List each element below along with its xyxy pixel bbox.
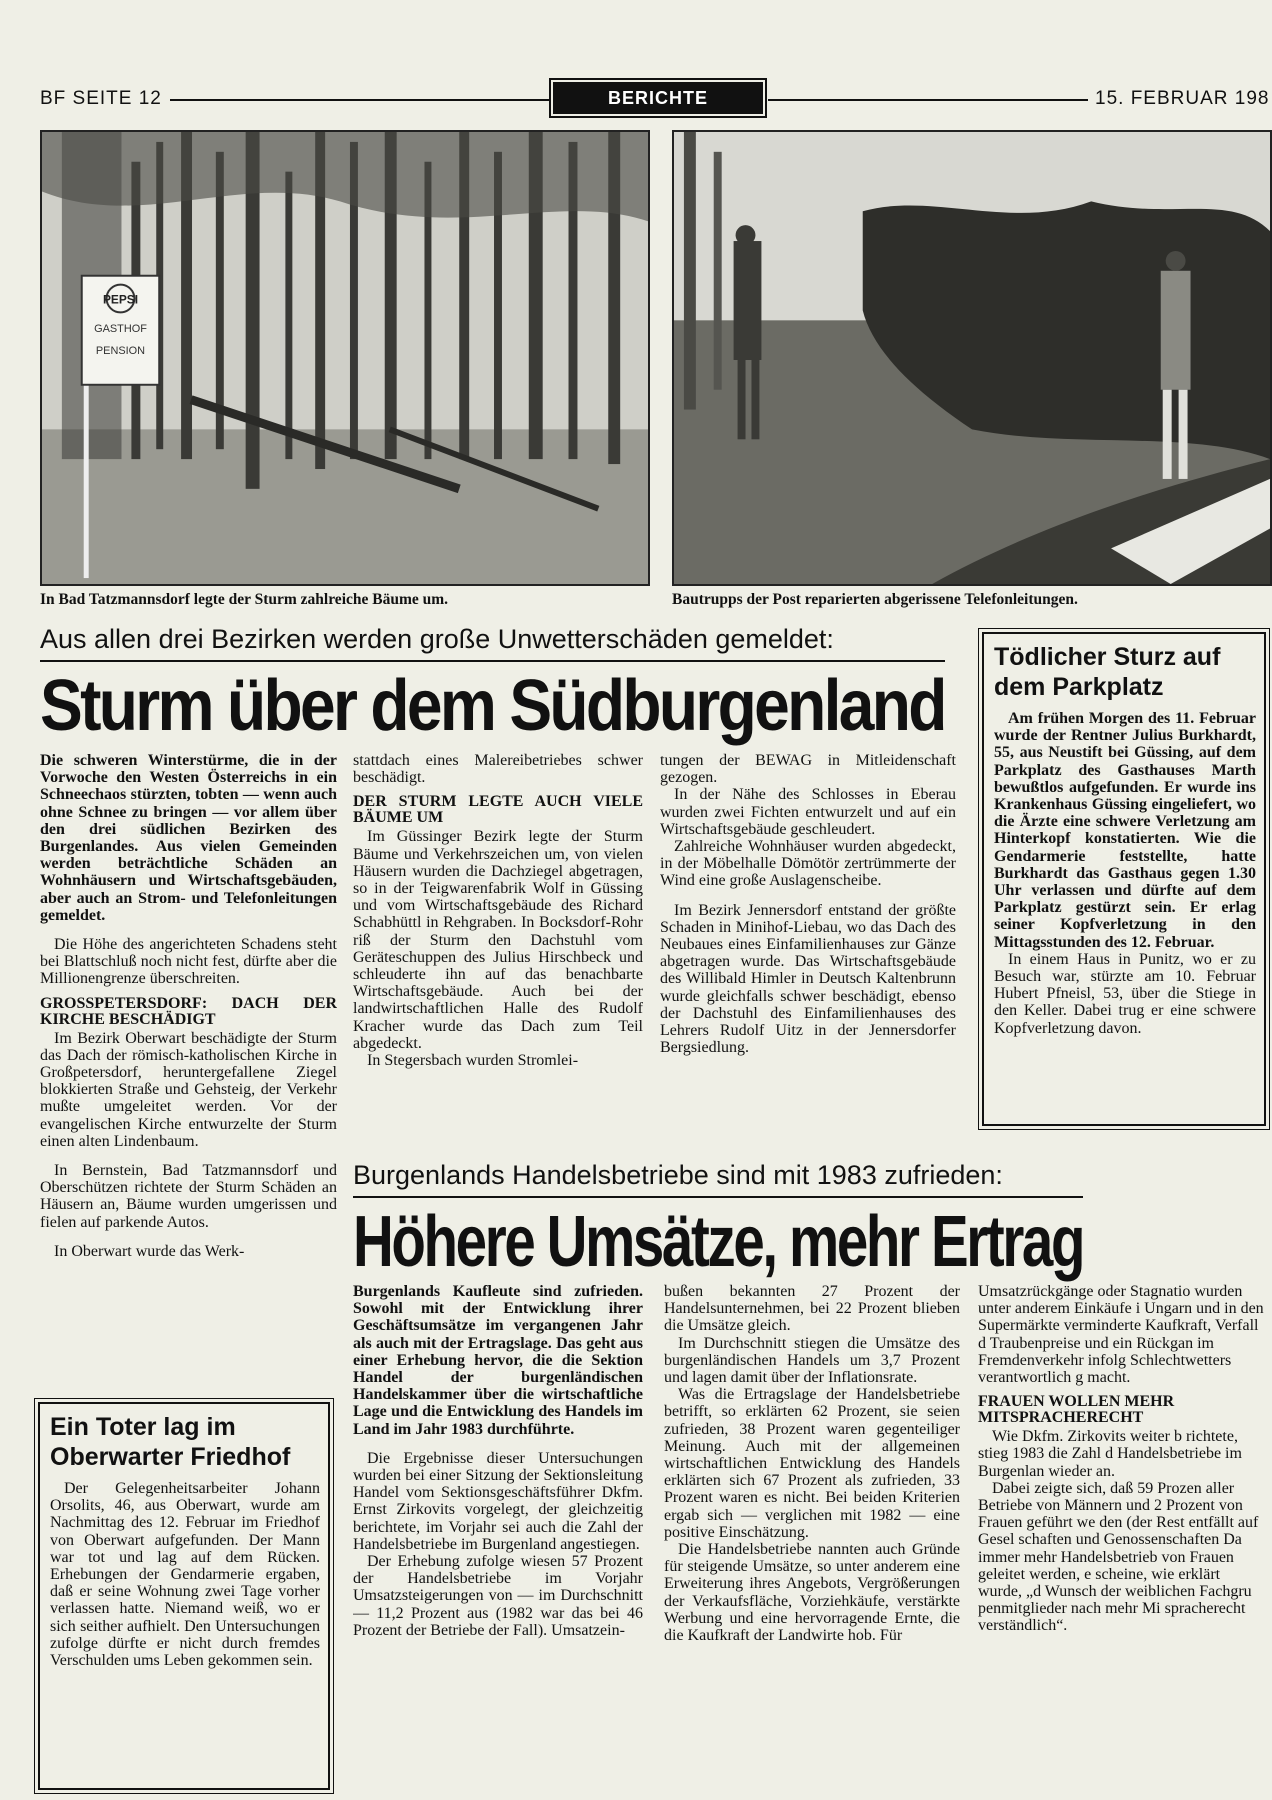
article1-paragraph: In der Nähe des Schlosses in Eberau wurden zwei Fichten entwurzelt und auf ein Wirtschaftsgebäude geschleudert. bbox=[660, 786, 956, 838]
section-label: BERICHTE bbox=[553, 82, 763, 114]
article2-paragraph: Der Erhebung zufolge wiesen 57 Prozent der Handelsbetriebe im Vorjahr Umsatzsteigerungen von — im Durchschnitt — 11,2 Prozent aus (1982 war das bei 46 Prozent der Betriebe der Fall). Umsatzein- bbox=[353, 1553, 643, 1639]
article2-kicker: Burgenlands Handelsbetriebe sind mit 1983 zufrieden: bbox=[353, 1160, 1003, 1190]
news-box-fatal-fall bbox=[982, 632, 1266, 1126]
article2-paragraph: Umsatzrückgänge oder Stagnatio wurden unter anderem Einkäufe i Ungarn und in den Supermärkte verminderte Kaufkraft, Verfall d Traubenpreise und ein Rückgan im Fremdenverkehr infolg Schlechtwetters verantwortlich g macht. bbox=[978, 1283, 1264, 1387]
article2-lead: Burgenlands Kaufleute sind zufrieden. Sowohl mit der Entwicklung ihrer Geschäftsumsätze im vergangenen Jahr als auch mit der Ertragslage. Das geht aus einer Erhebung hervor, die die Sektion Handel der burgenländischen Handelskammer über die wirtschaftliche Lage und die Entwicklung des Handels im Land im Jahr 1983 durchführte. bbox=[353, 1283, 643, 1438]
article2-paragraph: Wie Dkfm. Zirkovits weiter b richtete, stieg 1983 die Zahl d Handelsbetriebe im Burgenlan wieder an. bbox=[978, 1428, 1242, 1480]
page-number: BF SEITE 12 bbox=[40, 88, 162, 109]
article2-paragraph: Die Ergebnisse dieser Untersuchungen wurden bei einer Sitzung der Sektionsleitung Handel vom Sektionsgeschäftsführer Dkfm. Ernst Zirkovits vorgelegt, der gleichzeitig berichtete, im Vorjahr sei auch die Zahl der Handelsbetriebe im Burgenland angestiegen. bbox=[353, 1449, 643, 1553]
article2-headline: Höhere Umsätze, mehr Ertrag bbox=[353, 1201, 1084, 1282]
article1-kicker: Aus allen drei Bezirken werden große Unwetterschäden gemeldet: bbox=[40, 624, 834, 654]
article1-paragraph: Im Bezirk Jennersdorf entstand der größte Schaden in Minihof-Liebau, wo das Dach des Neubaues eines Einfamilienhauses zur Gänze abgetragen wurde. Das Wirtschaftsgebäude des Willibald Himler in Deutsch Kaltenbrunn wurde gleichfalls schwer beschädigt, ebenso der Dachstuhl des Einfamilienhauses des Lehrers Rudolf Uitz in der Jennersdorfer Bergsiedlung. bbox=[660, 901, 956, 1057]
article2-paragraph: Was die Ertragslage der Handelsbetriebe betrifft, so erklärten 62 Prozent, sie seien zufrieden, 38 Prozent waren gegenteiliger Meinung. Auch mit der allgemeinen wirtschaftlichen Entwicklung des Handels erklärten sich 67 Prozent als zufrieden, 33 Prozent waren es nicht. Bei beiden Kriterien ergab sich — verglichen mit 1982 — eine positive Einschätzung. bbox=[664, 1386, 960, 1541]
article2-column-1 bbox=[353, 1283, 643, 1793]
article1-column-1 bbox=[40, 752, 337, 1384]
issue-date: 15. FEBRUAR 198 bbox=[1095, 88, 1270, 109]
article2-paragraph: bußen bekannten 27 Prozent der Handelsunternehmen, bei 22 Prozent blieben die Umsätze gleich. bbox=[664, 1283, 960, 1335]
article2-paragraph: Im Durchschnitt stiegen die Umsätze des burgenländischen Handels um 3,7 Prozent und lagen damit über der Inflationsrate. bbox=[664, 1334, 960, 1387]
article1-paragraph: Im Güssinger Bezirk legte der Sturm Bäume und Verkehrszeichen um, von vielen Häusern wurden die Dachziegel abgetragen, so in der Teigwarenfabrik Wolf in Güssing und vom Wirtschaftsgebäude des Richard Schabhüttl in Rehgraben. In Bocksdorf-Rohr riß der Sturm den Dachstuhl vom Geräteschuppen des Julius Hirschbeck und schleuderte ihn auf das benachbarte Wirtschaftsgebäude. Auch bei der landwirtschaftlichen Halle des Rudolf Kracher wurde das Dach zum Teil abgedeckt. bbox=[353, 828, 643, 1052]
header-rule-left bbox=[170, 99, 550, 101]
article1-paragraph: Die Höhe des angerichteten Schadens steht bei Blattschluß noch nicht fest, dürfte aber die Millionengrenze überschreiten. bbox=[40, 936, 337, 988]
photo-repair-crew bbox=[672, 130, 1272, 586]
article2-subheading: FRAUEN WOLLEN MEHR MITSPRACHERECHT bbox=[978, 1393, 1175, 1427]
article1-column-2 bbox=[353, 752, 643, 1132]
article1-subheading: GROSSPETERSDORF: DACH DER KIRCHE BESCHÄDIGT bbox=[40, 994, 337, 1028]
header-rule-right bbox=[768, 99, 1088, 101]
box-title: Ein Toter lag im Oberwarter Friedhof bbox=[50, 1413, 291, 1471]
article2-column-3 bbox=[978, 1283, 1268, 1793]
article2-paragraph: Die Handelsbetriebe nannten auch Gründe für steigende Umsätze, so unter anderem eine Erweiterung ihres Angebots, Vergrößerungen der Verkaufsfläche, Vorziehkäufe, verstärkte Werbung und eine hervorragende Ernte, die die Kaufkraft der Landwirte hob. Für bbox=[664, 1541, 960, 1645]
box-paragraph: Am frühen Morgen des 11. Februar wurde der Rentner Julius Burkhardt, 55, aus Neustift bei Güssing, auf dem Parkplatz des Gasthauses Marth bewußtlos aufgefunden. Er wurde ins Krankenhaus Güssing eingeliefert, wo die Ärzte eine schwere Verletzung am Hinterkopf konstatierten. Wie die Gendarmerie feststellte, hatte Burkhardt das Gasthaus gegen 1.30 Uhr verlassen und dürfte auf dem Parkplatz gestürzt sein. Er erlag seiner Kopfverletzung in den Mittagsstunden des 12. Februar. bbox=[994, 710, 1256, 951]
article1-subheading: DER STURM LEGTE AUCH VIELE BÄUME UM bbox=[353, 793, 643, 827]
article1-headline: Sturm über dem Südburgenland bbox=[40, 665, 945, 746]
article1-paragraph: stattdach eines Malereibetriebes schwer beschädigt. bbox=[353, 752, 643, 787]
box-title: Tödlicher Sturz auf dem Parkplatz bbox=[994, 643, 1221, 701]
article1-paragraph: tungen der BEWAG in Mitleidenschaft gezogen. bbox=[660, 752, 956, 787]
box-paragraph: Der Gelegenheitsarbeiter Johann Orsolits, 46, aus Oberwart, wurde am Nachmittag des 12. Februar im Friedhof von Oberwart aufgefunden. Der Mann war tot und lag auf dem Rücken. Erhebungen der Gendarmerie ergaben, daß er seine Wohnung zwei Tage vorher verlassen hatte. Niemand weiß, wo er sich seither aufhielt. Den Untersuchungen zufolge dürfte er nicht durch fremdes Verschulden ums Leben gekommen sein. bbox=[50, 1480, 320, 1670]
photo-fallen-trees bbox=[40, 130, 650, 586]
article1-paragraph: Zahlreiche Wohnhäuser wurden abgedeckt, in der Möbelhalle Dömötör zertrümmerte der Wind eine große Auslagenscheibe. bbox=[660, 838, 956, 890]
article1-paragraph: Im Bezirk Oberwart beschädigte der Sturm das Dach der römisch-katholischen Kirche in Großpetersdorf, heruntergefallene Ziegel blokkierten Straße und Gehsteig, der Verkehr mußte umgeleitet werden. Vor der evangelischen Kirche entwurzelte der Sturm einen alten Lindenbaum. bbox=[40, 1029, 337, 1150]
sign-line-1: GASTHOF bbox=[94, 323, 147, 336]
caption-right-photo: Bautrupps der Post reparierten abgerissene Telefonleitungen. bbox=[672, 591, 1078, 608]
article2-column-2 bbox=[664, 1283, 960, 1793]
article2-paragraph: Dabei zeigte sich, daß 59 Prozen aller Betriebe von Männern und 2 Prozent von Frauen geführt we den (der Rest entfällt auf Gesel schaften und Genossenschaften Da immer mehr Handelsbetrieb von Frauen geleitet werden, e scheine, wie erklärt wurde, „d Wunsch der weiblichen Fachgru penmitglieder nach mehr Mi spracherecht verständlich“. bbox=[978, 1479, 1259, 1635]
article1-column-3 bbox=[660, 752, 956, 1132]
sign-line-2: PENSION bbox=[95, 345, 146, 358]
sign-brand: PEPSI bbox=[102, 292, 139, 307]
article1-kicker-rule bbox=[40, 660, 945, 662]
news-box-cemetery bbox=[38, 1402, 330, 1790]
article2-kicker-rule bbox=[353, 1196, 1083, 1198]
article1-paragraph: In Stegersbach wurden Stromlei- bbox=[367, 1052, 579, 1070]
article1-paragraph: In Bernstein, Bad Tatzmannsdorf und Oberschützen richtete der Sturm Schäden an Häusern an, Bäume wurden umgerissen und fielen auf parkende Autos. bbox=[40, 1162, 337, 1231]
article1-lead: Die schweren Winterstürme, die in der Vorwoche den Westen Österreichs in ein Schneechaos stürzten, tobten — wenn auch ohne Schnee zu bringen — vor allem über den drei südlichen Bezirken des Burgenlandes. Aus vielen Gemeinden werden beträchtliche Schäden an Wohnhäusern und Wirtschaftsgebäuden, aber auch an Strom- und Telefonleitungen gemeldet. bbox=[40, 752, 337, 924]
article1-paragraph: In Oberwart wurde das Werk- bbox=[54, 1242, 245, 1260]
caption-left-photo: In Bad Tatzmannsdorf legte der Sturm zahlreiche Bäume um. bbox=[40, 591, 449, 608]
box-paragraph: In einem Haus in Punitz, wo er zu Besuch war, stürzte am 10. Februar Hubert Pfneisl, 53, über die Stiege in den Keller. Dabei trug er eine schwere Kopfverletzung davon. bbox=[994, 950, 1256, 1037]
